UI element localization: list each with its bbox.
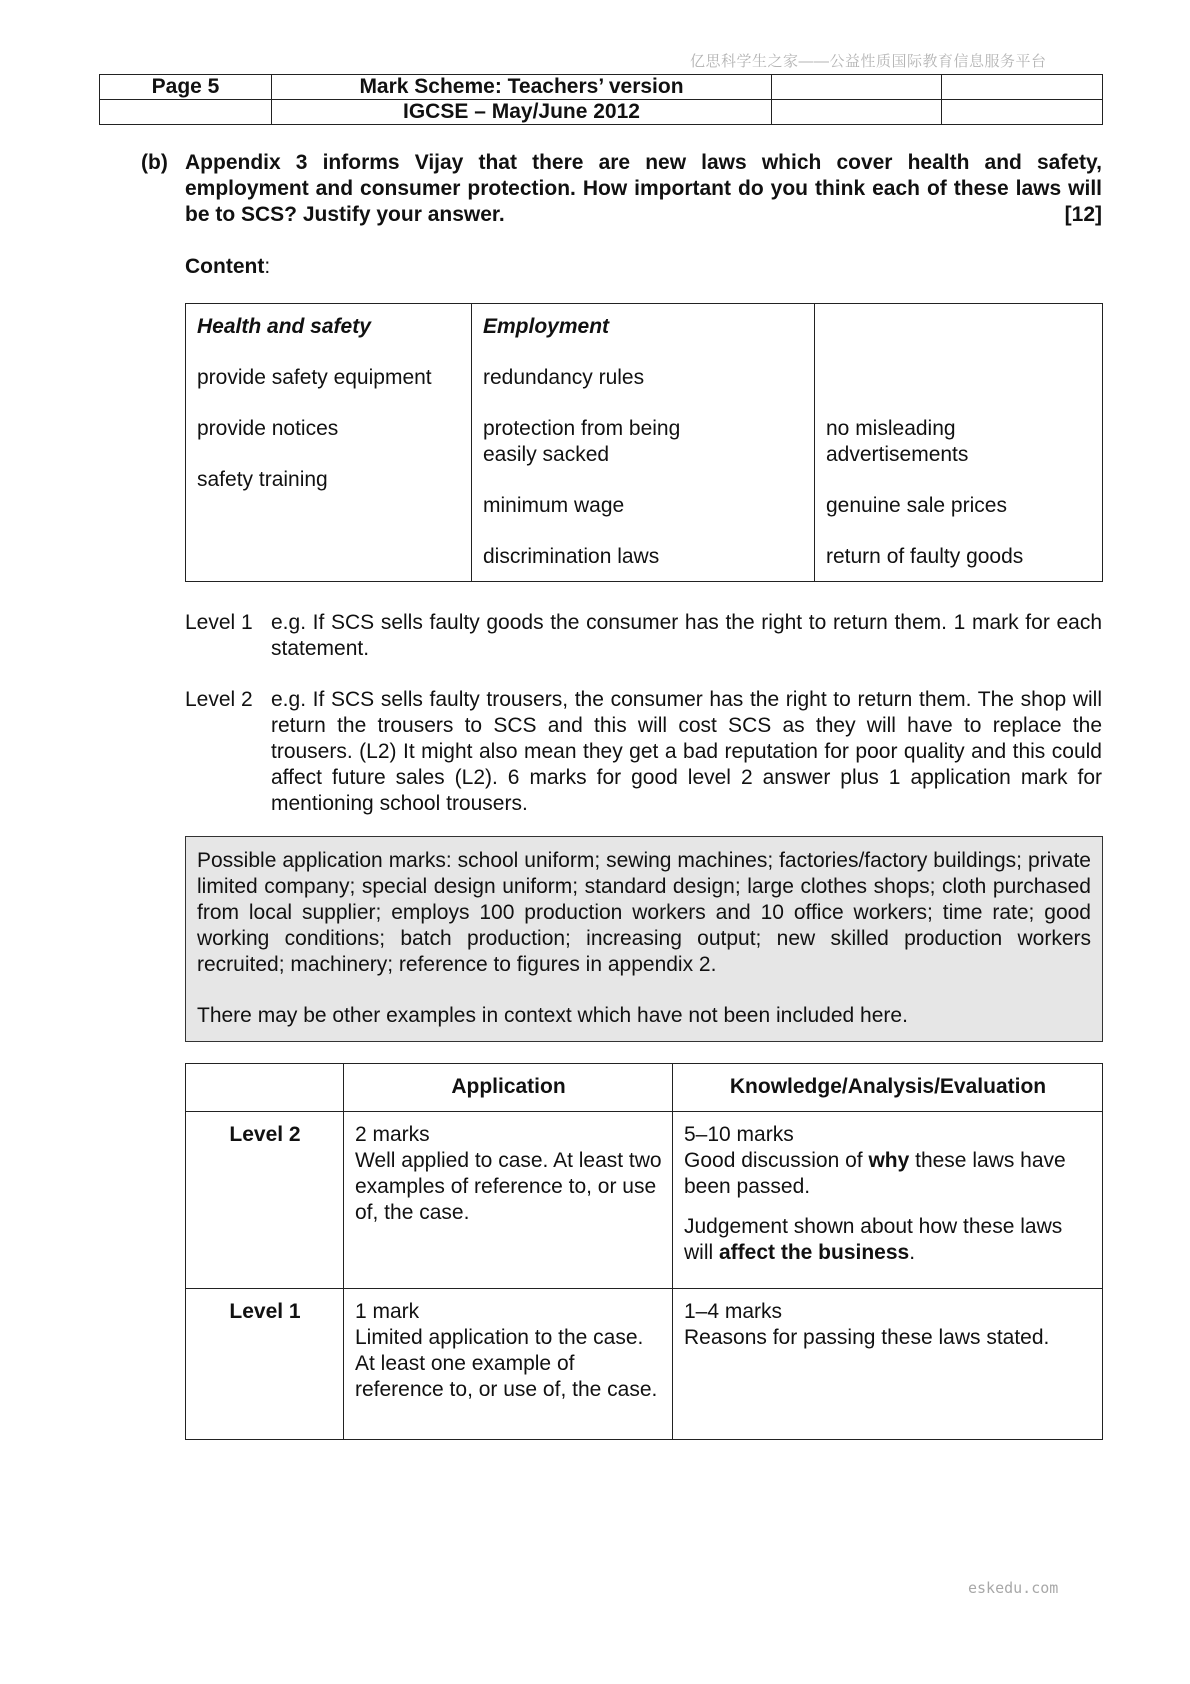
header-empty-cell [942, 75, 1103, 100]
header-empty-cell [942, 100, 1103, 125]
exam-session: IGCSE – May/June 2012 [272, 100, 772, 125]
list-item: return of faulty goods [826, 545, 1024, 568]
list-item: provide notices [197, 417, 339, 440]
content-heading [185, 254, 270, 280]
level-2-description [185, 687, 1102, 817]
health-safety-column [186, 304, 472, 582]
emphasis-why: why [868, 1149, 910, 1172]
spacer [684, 1200, 1092, 1214]
app-text: Limited application to the case. At least one example of reference to, or use of, the case. [355, 1326, 658, 1401]
kae-text: Reasons for passing these laws stated. [684, 1326, 1050, 1349]
emphasis-affect: affect the business [719, 1241, 910, 1264]
employment-column [472, 304, 815, 582]
question-label: (b) [141, 151, 168, 174]
text-span: Good discussion of [684, 1149, 869, 1172]
app-marks: 2 marks [355, 1123, 430, 1146]
kae-judgement [684, 1214, 1092, 1266]
list-item: minimum wage [483, 494, 625, 517]
content-colon: : [264, 255, 271, 278]
content-table [185, 303, 1103, 582]
text-span: these laws have been passed. [684, 1149, 1066, 1198]
level-label: Level 2 [185, 688, 253, 711]
application-note: There may be other examples in context which have not been included here. [197, 1004, 908, 1027]
application-marks-box [185, 836, 1103, 1042]
kae-marks: 5–10 marks [684, 1123, 794, 1146]
kae-marks: 1–4 marks [684, 1300, 783, 1323]
text-span: Judgement shown about how these laws will [684, 1215, 1063, 1264]
employment-heading: Employment [483, 315, 610, 338]
text-span: . [909, 1241, 916, 1264]
question-marks: [12] [1064, 203, 1102, 226]
app-marks: 1 mark [355, 1300, 420, 1323]
question-text: Appendix 3 informs Vijay that there are new laws which cover health and safety, employment and consumer protection. How important do you think each of these laws will be to SCS? Justify your answer. [185, 151, 1102, 226]
level-text: e.g. If SCS sells faulty trousers, the consumer has the right to return them. The shop will return the trousers to SCS and this will cost SCS as they will have to replace the trousers. (L2) It might also mean they get a bad reputation for poor quality and this could affect future sales (L2). 6 marks for good level 2 answer plus 1 application mark for mentioning school trousers. [271, 688, 1102, 815]
level-1-kae [673, 1289, 1103, 1440]
level-1-description [185, 610, 1102, 662]
health-safety-heading: Health and safety [197, 315, 371, 338]
header-empty-cell [772, 75, 942, 100]
level-text: e.g. If SCS sells faulty goods the consumer has the right to return them. 1 mark for each statement. [271, 611, 1102, 660]
kae-discussion [684, 1148, 1092, 1200]
level-label: Level 1 [185, 611, 253, 634]
consumer-heading [826, 314, 1092, 340]
level-2-kae [673, 1112, 1103, 1289]
document-title: Mark Scheme: Teachers’ version [272, 75, 772, 100]
level-1-application [344, 1289, 673, 1440]
level-2-application [344, 1112, 673, 1289]
level-1-name: Level 1 [186, 1289, 344, 1440]
watermark-top: 亿思科学生之家——公益性质国际教育信息服务平台 [690, 53, 1047, 70]
table-header-kae: Knowledge/Analysis/Evaluation [673, 1064, 1103, 1112]
watermark-bottom: eskedu.com [968, 1579, 1059, 1597]
table-header-application: Application [344, 1064, 673, 1112]
list-item: no misleading advertisements [826, 417, 969, 466]
level-descriptions [185, 610, 1102, 842]
table-header-empty [186, 1064, 344, 1112]
list-item: provide safety equipment [197, 366, 432, 389]
application-marks-list: Possible application marks: school uniform; sewing machines; factories/factory buildings; private limited company; special design uniform; standard design; large clothes shops; cloth purchased from local supplier; employs 100 production workers and 10 office workers; time rate; good working conditions; batch production; increasing output; new skilled production workers recruited; machinery; reference to figures in appendix 2. [197, 849, 1091, 976]
list-item: genuine sale prices [826, 494, 1007, 517]
consumer-protection-column [815, 304, 1103, 582]
list-item: redundancy rules [483, 366, 645, 389]
page-number: Page 5 [100, 75, 272, 100]
list-item: safety training [197, 468, 328, 491]
list-item: discrimination laws [483, 545, 660, 568]
list-item: protection from being easily sacked [483, 417, 681, 466]
level-2-name: Level 2 [186, 1112, 344, 1289]
header-empty-cell [100, 100, 272, 125]
header-empty-cell [772, 100, 942, 125]
app-text: Well applied to case. At least two examples of reference to, or use of, the case. [355, 1149, 662, 1224]
levels-marking-table [185, 1063, 1103, 1440]
page-header-table [99, 74, 1103, 125]
content-label: Content [185, 255, 265, 278]
